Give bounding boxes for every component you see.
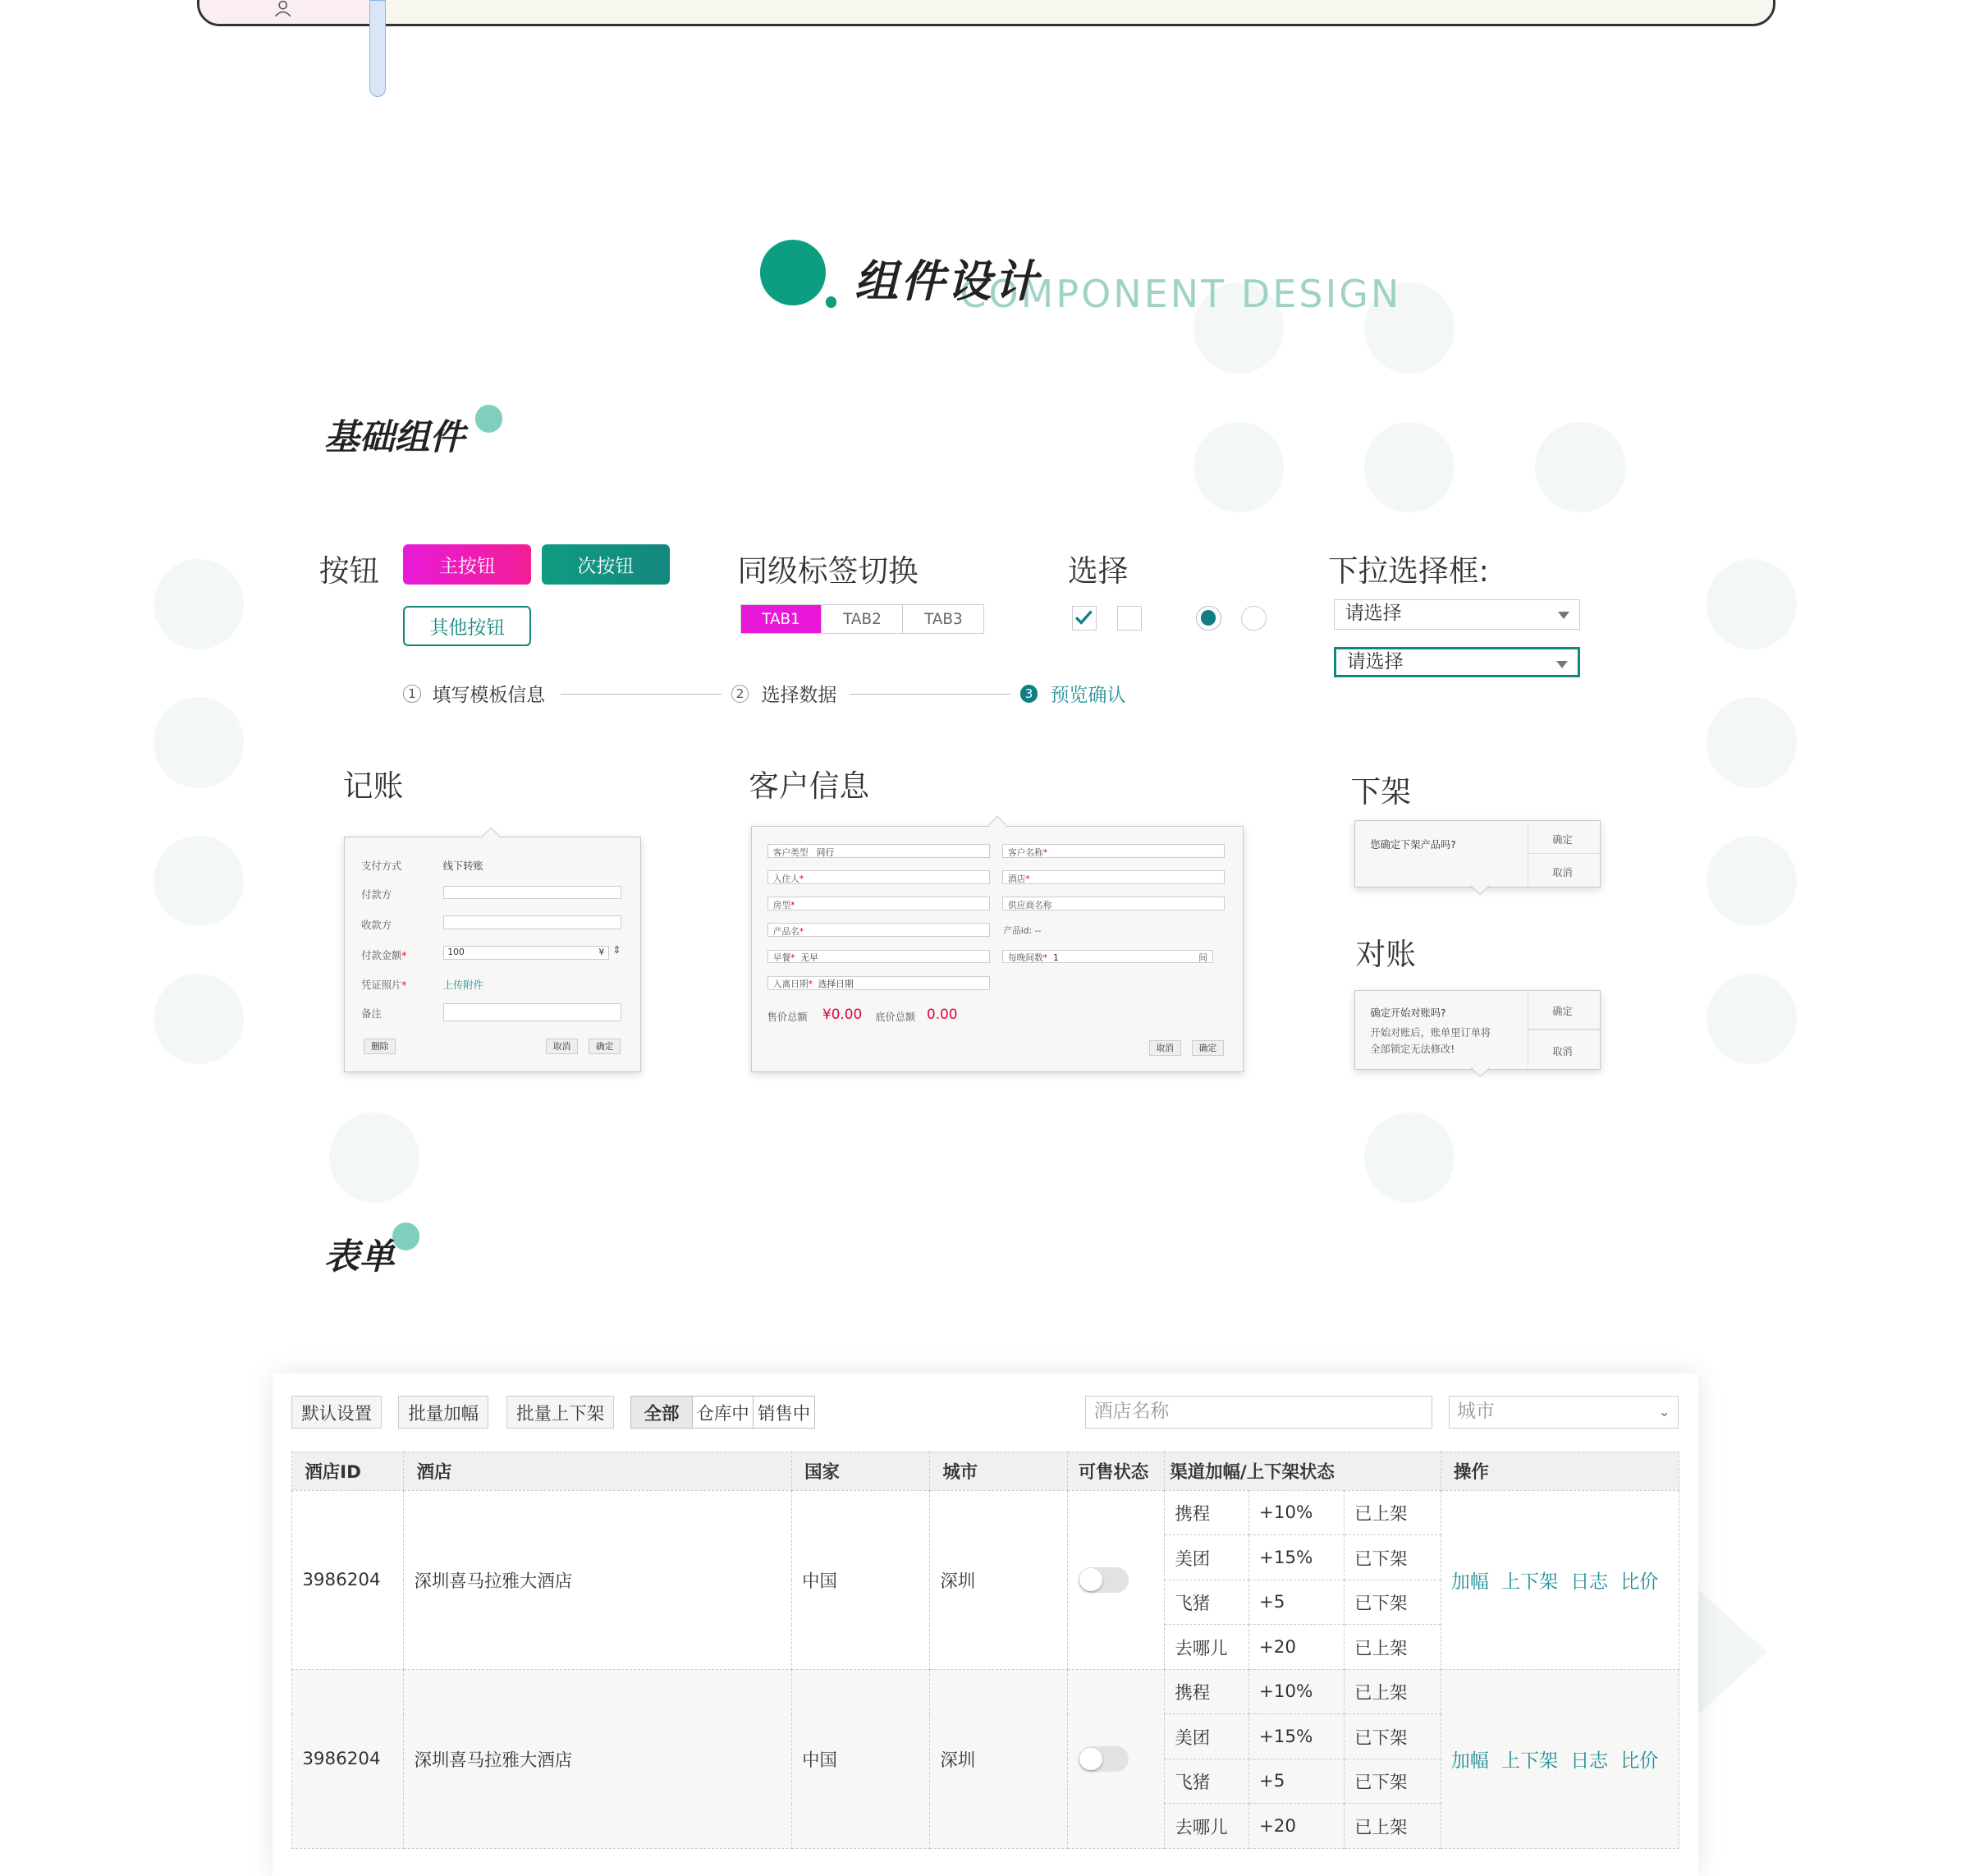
step-connector [850,694,1010,695]
cell-channel-markup: +15% [1248,1535,1344,1580]
cell-channel-name: 飞猪 [1165,1759,1248,1804]
secondary-button[interactable]: 次按钮 [542,544,670,585]
delist-popconfirm [1354,820,1601,887]
section-dot [475,405,503,433]
dropdown-select-focused[interactable] [1334,647,1580,677]
primary-button[interactable]: 主按钮 [403,544,531,585]
table-row [292,1490,1679,1535]
rooms-input[interactable]: 每晚间数* 1 间 [1002,950,1213,964]
cell-operations [1441,1669,1679,1848]
step-number-active: 3 [1020,685,1038,702]
step-label: 填写模板信息 [432,685,546,707]
cell-sale-status [1068,1490,1165,1669]
top-window-frame [197,0,1775,26]
cell-country: 中国 [791,1490,929,1669]
cell-channel-markup: +5 [1248,1759,1344,1804]
cell-sale-status [1068,1669,1165,1848]
scrollbar[interactable] [369,0,386,97]
cell-channel-status: 已下架 [1344,1580,1441,1625]
cancel-button[interactable]: 取消 [1552,1046,1573,1058]
cell-channel-status: 已上架 [1344,1625,1441,1670]
tab-2[interactable]: TAB2 [822,605,903,633]
step-label: 选择数据 [761,685,837,707]
chevron-down-icon: ⌄ [1658,1403,1670,1420]
accounting-label: 记账 [342,768,404,804]
cell-hotel-name: 深圳喜马拉雅大酒店 [404,1490,792,1669]
user-icon [274,0,291,21]
operation-link[interactable]: 比价 [1620,1750,1659,1772]
cell-channel-name: 去哪儿 [1165,1804,1248,1849]
product-id: 产品id: -- [1003,924,1042,936]
column-header: 城市 [930,1452,1068,1490]
checkbox-unchecked[interactable] [1117,606,1143,631]
operation-link[interactable]: 加幅 [1450,1750,1489,1772]
tab-1[interactable]: TAB1 [741,605,822,633]
customer-label: 客户信息 [749,768,870,804]
checkin-person-input[interactable]: 入住人* [767,870,990,884]
select-label: 选择 [1068,553,1129,589]
batch-list-button[interactable]: 批量上下架 [506,1396,615,1429]
breakfast-select[interactable]: 早餐* 无早 [767,950,990,964]
cancel-button[interactable]: 取消 [546,1039,578,1054]
customer-name-input[interactable]: 客户名称* [1002,844,1225,858]
chevron-down-icon [1556,661,1568,668]
cell-channel-name: 携程 [1165,1669,1248,1714]
table-row [292,1669,1679,1714]
reconcile-popconfirm [1354,990,1601,1069]
product-name-input[interactable]: 产品名* [767,923,990,937]
cell-channel-status: 已下架 [1344,1759,1441,1804]
chevron-down-icon [1558,612,1569,619]
checkbox-checked[interactable] [1072,606,1097,631]
field-label-amount: 付款金额* [361,949,407,961]
header-title-cn: 组件设计 [854,255,1041,307]
tabs-label: 同级标签切换 [737,553,919,589]
batch-markup-button[interactable]: 批量加幅 [398,1396,488,1429]
decorative-chevron [1698,1589,1767,1714]
operation-link[interactable]: 上下架 [1501,1750,1558,1772]
amount-input[interactable] [443,946,609,960]
header-title-en: COMPONENT DESIGN [960,271,1402,316]
confirm-button[interactable]: 确定 [1552,833,1573,846]
radio-selected[interactable] [1196,606,1221,631]
cell-channel-status: 已上架 [1344,1490,1441,1535]
cell-channel-status: 已下架 [1344,1714,1441,1759]
table-panel [273,1374,1698,1876]
popover-arrow [1470,1058,1489,1077]
payer-input[interactable] [443,886,621,900]
cell-hotel-id: 3986204 [292,1490,404,1669]
delist-label: 下架 [1350,774,1411,810]
segment-warehouse[interactable]: 仓库中 [693,1397,754,1428]
sale-toggle[interactable] [1079,1567,1129,1593]
base-total-value: 0.00 [927,1006,958,1023]
cell-channel-markup: +10% [1248,1490,1344,1535]
cell-channel-markup: +20 [1248,1804,1344,1849]
upload-link[interactable]: 上传附件 [442,979,483,992]
popover-arrow [988,816,1007,835]
popover-arrow [1470,876,1489,895]
cell-country: 中国 [791,1669,929,1848]
radio-unselected[interactable] [1241,606,1267,631]
field-label: 备注 [361,1008,382,1021]
amount-value: 100 [447,947,465,957]
segment-selling[interactable]: 销售中 [757,1403,811,1424]
default-settings-button[interactable]: 默认设置 [291,1396,382,1429]
hotel-search-input[interactable]: 酒店名称 [1085,1396,1432,1429]
operation-link[interactable]: 上下架 [1501,1571,1558,1593]
steps-indicator [402,680,1143,708]
currency-symbol: ¥ [598,947,605,957]
step-number: 2 [731,685,749,702]
cell-channel-markup: +10% [1248,1669,1344,1714]
dropdown-value: 请选择 [1345,603,1402,625]
city-placeholder: 城市 [1456,1401,1495,1423]
field-label-voucher: 凭证照片* [361,979,407,992]
customer-type-select[interactable]: 客户类型 同行 [767,844,990,858]
cell-operations [1441,1490,1679,1669]
room-type-input[interactable]: 房型* [767,897,990,910]
column-header: 可售状态 [1068,1452,1165,1490]
operation-link[interactable]: 日志 [1570,1571,1609,1593]
cell-city: 深圳 [930,1669,1068,1848]
column-header: 操作 [1441,1452,1679,1490]
step-number: 1 [403,685,420,702]
status-segment [630,1396,814,1429]
field-label: 支付方式 [361,860,402,872]
section-title-basic: 基础组件 [323,416,465,458]
sale-total-value: ¥0.00 [822,1006,863,1023]
date-picker[interactable]: 入离日期* 选择日期 [767,976,990,990]
step-connector [561,694,722,695]
cell-channel-markup: +5 [1248,1580,1344,1625]
cell-city: 深圳 [930,1490,1068,1669]
column-header: 国家 [791,1452,929,1490]
segment-all[interactable]: 全部 [631,1397,692,1428]
header-logo-circle [760,240,826,305]
cell-channel-status: 已上架 [1344,1804,1441,1849]
reconcile-label: 对账 [1355,936,1416,972]
cell-hotel-id: 3986204 [292,1669,404,1848]
cancel-button[interactable]: 取消 [1149,1040,1181,1056]
delete-button[interactable]: 删除 [364,1039,396,1054]
field-label: 付款方 [361,889,392,901]
cell-channel-name: 飞猪 [1165,1580,1248,1625]
confirm-button[interactable]: 确定 [1552,1006,1573,1018]
delist-question: 您确定下架产品吗? [1370,838,1456,851]
reconcile-desc: 全部锁定无法修改! [1370,1043,1455,1056]
sale-toggle[interactable] [1079,1746,1129,1772]
cell-channel-markup: +15% [1248,1714,1344,1759]
cell-channel-name: 美团 [1165,1714,1248,1759]
sale-total-label: 售价总额 [767,1011,808,1023]
column-header: 酒店 [404,1452,792,1490]
table-header-row [292,1452,1679,1490]
hotel-input[interactable]: 酒店* [1002,870,1225,884]
cell-channel-markup: +20 [1248,1625,1344,1670]
buttons-label: 按钮 [318,553,380,589]
tab-3[interactable]: TAB3 [924,610,963,628]
reconcile-question: 确定开始对账吗? [1370,1007,1446,1019]
supplier-input[interactable]: 供应商名称 [1002,897,1225,910]
dropdown-select[interactable] [1334,599,1580,630]
other-button[interactable]: 其他按钮 [403,606,531,646]
customer-dialog [751,826,1244,1072]
accounting-dialog [344,837,640,1071]
field-value: 线下转账 [442,860,483,872]
cancel-button[interactable]: 取消 [1552,866,1573,878]
cell-channel-status: 已下架 [1344,1535,1441,1580]
operation-link[interactable]: 加幅 [1450,1571,1489,1593]
column-header: 酒店ID [292,1452,404,1490]
cell-channel-status: 已上架 [1344,1669,1441,1714]
section-dot [392,1222,420,1250]
operation-link[interactable]: 比价 [1620,1571,1659,1593]
column-header: 渠道加幅/上下架状态 [1165,1452,1441,1490]
base-total-label: 底价总额 [875,1011,916,1023]
dropdown-label: 下拉选择框: [1327,553,1489,589]
note-textarea[interactable] [443,1003,621,1021]
city-select[interactable] [1449,1396,1679,1429]
field-label: 收款方 [361,919,392,931]
reconcile-desc: 开始对账后，账单里订单将 [1370,1027,1491,1039]
hotel-table [291,1452,1679,1849]
operation-link[interactable]: 日志 [1570,1750,1609,1772]
step-label-active: 预览确认 [1050,685,1126,707]
stepper-icon[interactable]: ⇕ [612,944,621,956]
confirm-button[interactable]: 确定 [589,1039,621,1054]
tab-group [740,604,985,634]
confirm-button[interactable]: 确定 [1192,1040,1224,1056]
cell-hotel-name: 深圳喜马拉雅大酒店 [404,1669,792,1848]
popover-arrow [482,828,501,846]
payee-input[interactable] [443,915,621,929]
dropdown-value: 请选择 [1346,651,1404,673]
header-logo-dot [826,296,837,308]
section-title-form: 表单 [323,1236,395,1277]
check-icon [1071,605,1097,631]
cell-channel-name: 美团 [1165,1535,1248,1580]
cell-channel-name: 去哪儿 [1165,1625,1248,1670]
cell-channel-name: 携程 [1165,1490,1248,1535]
